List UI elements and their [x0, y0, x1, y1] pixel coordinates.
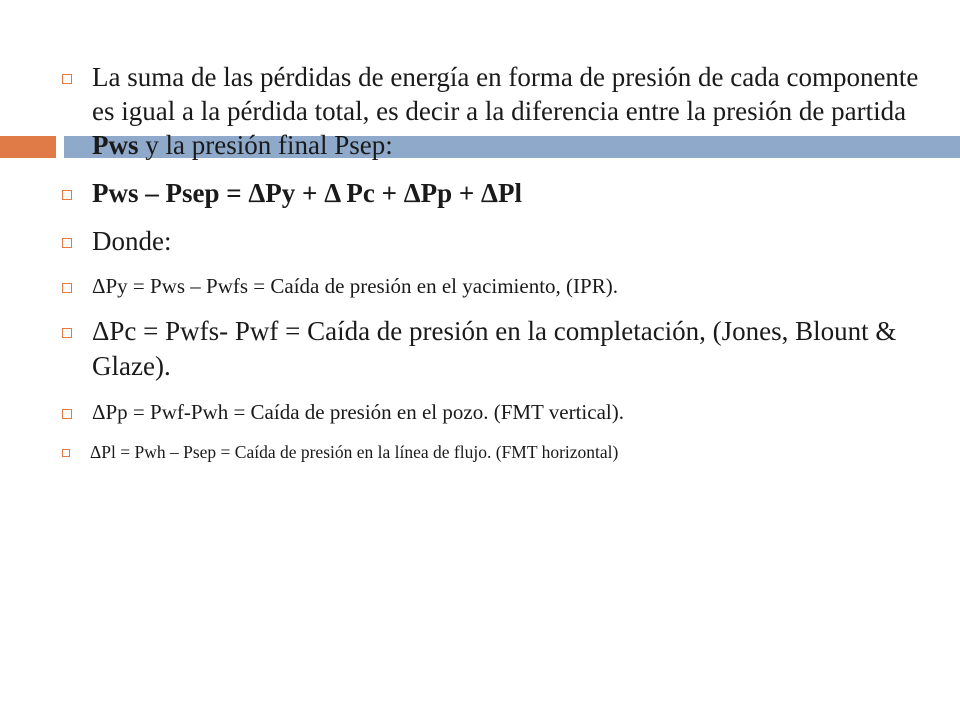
bullet-text: ΔPl = Pwh – Psep = Caída de presión en la línea de flujo. (FMT horizontal) — [90, 442, 619, 462]
bullet-text-part2: y la presión final Psep: — [138, 130, 393, 160]
square-bullet-icon — [62, 283, 72, 293]
bullet-item-donde — [62, 224, 932, 258]
square-bullet-icon — [62, 409, 72, 419]
square-bullet-icon — [62, 238, 72, 248]
bullet-item-delta-pl — [62, 440, 932, 464]
square-bullet-icon — [62, 190, 72, 200]
bullet-item-intro — [62, 60, 932, 162]
bullet-text: Donde: — [92, 226, 172, 256]
bullet-list — [62, 60, 932, 464]
bullet-item-delta-pc — [62, 314, 932, 384]
bullet-text-bold: Pws — [92, 130, 139, 160]
square-bullet-icon — [62, 328, 72, 338]
bullet-item-delta-py — [62, 272, 932, 300]
bullet-item-delta-pp — [62, 398, 932, 426]
bullet-text-part1: La suma de las pérdidas de energía en forma de presión de cada componente es igual a la pérdida total, es decir a la diferencia entre la presión de partida — [92, 62, 919, 126]
bullet-text — [92, 60, 932, 162]
bullet-text: ΔPy = Pws – Pwfs = Caída de presión en el yacimiento, (IPR). — [92, 274, 618, 298]
bullet-text: ΔPp = Pwf-Pwh = Caída de presión en el pozo. (FMT vertical). — [92, 400, 624, 424]
bullet-item-equation — [62, 176, 932, 210]
square-bullet-icon — [62, 449, 70, 457]
accent-bar-orange — [0, 136, 56, 158]
bullet-text: ΔPc = Pwfs- Pwf = Caída de presión en la completación, (Jones, Blount & Glaze). — [92, 316, 897, 381]
equation-text: Pws – Psep = ΔPy + Δ Pc + ΔPp + ΔPl — [92, 178, 522, 208]
square-bullet-icon — [62, 74, 72, 84]
